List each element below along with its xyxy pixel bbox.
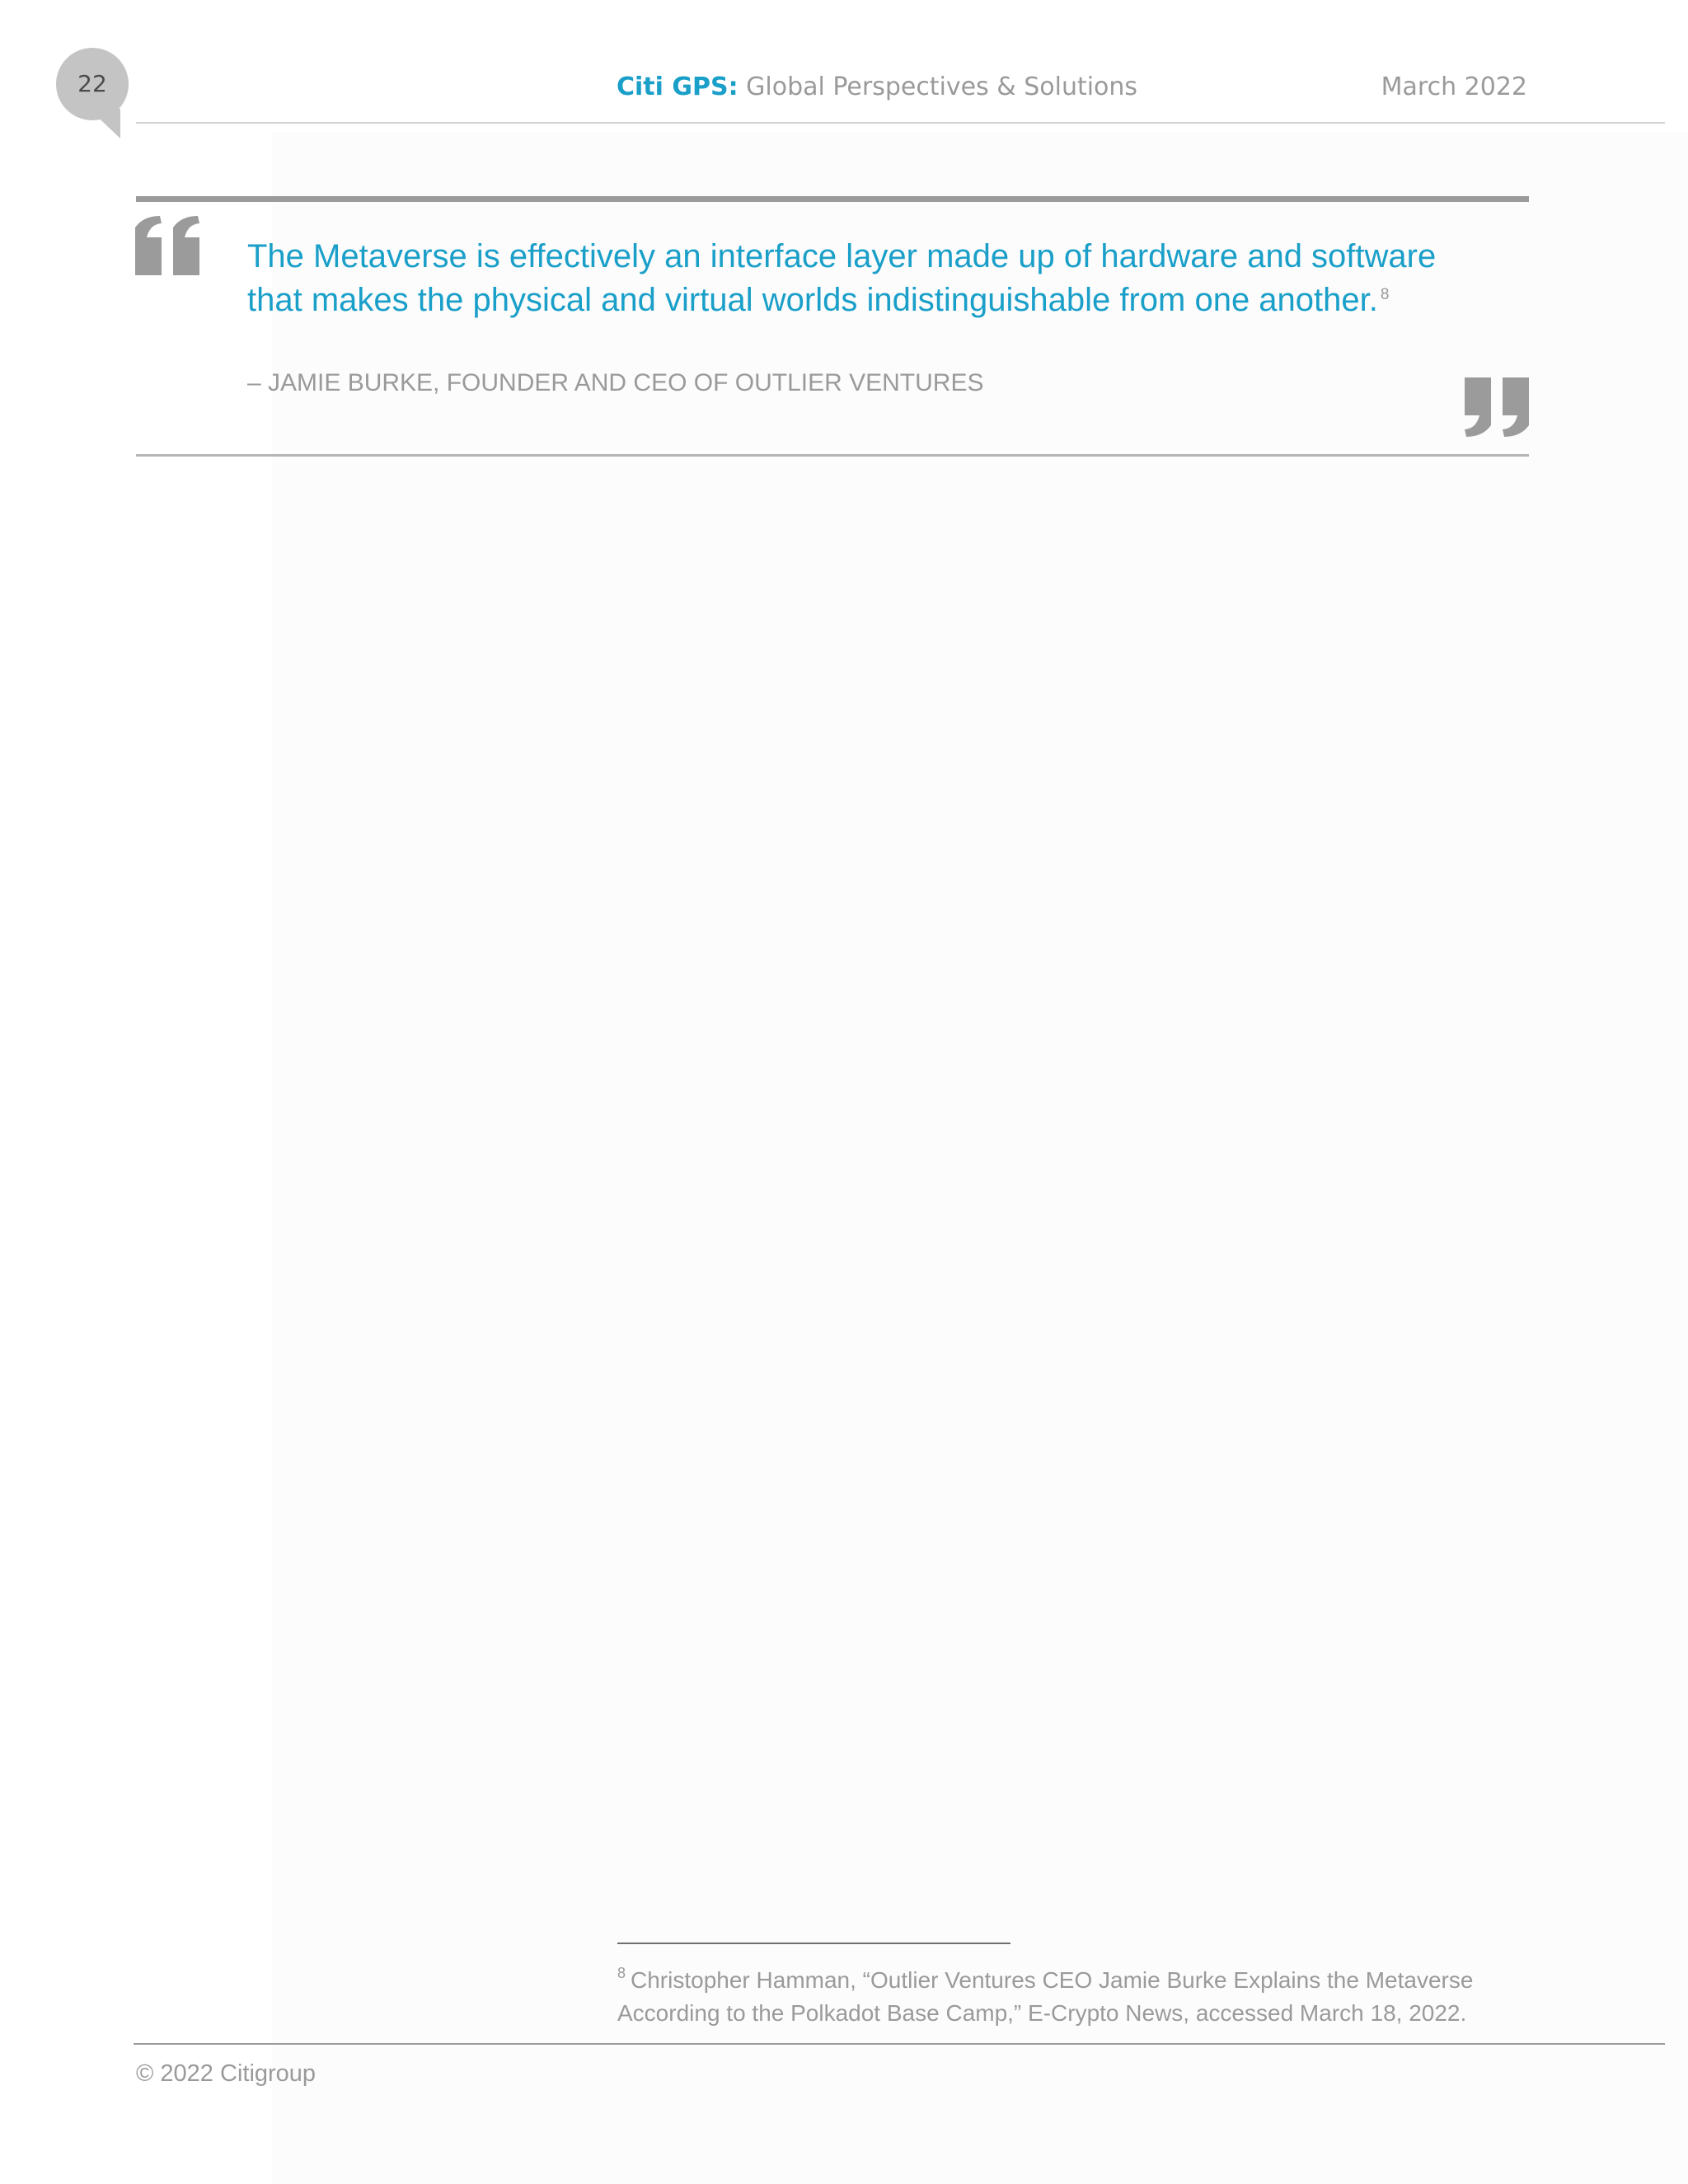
quote-footnote-reference[interactable]: 8 xyxy=(1380,285,1390,303)
header-brand: Citi GPS: xyxy=(617,73,738,101)
footnote-text: Christopher Hamman, “Outlier Ventures CEO Jamie Burke Explains the Metaverse According to the Polkadot Base Camp,” E-Crypto News, accessed March 18, 2022. xyxy=(617,1967,1474,2026)
quote-bottom-divider xyxy=(136,454,1529,457)
footnote-number: 8 xyxy=(617,1965,626,1981)
close-quote-icon xyxy=(1461,373,1532,437)
footer-divider xyxy=(134,2043,1665,2045)
quote-body: The Metaverse is effectively an interface layer made up of hardware and software that makes the physical and virtual worlds indistinguishable from one another. xyxy=(247,238,1437,318)
footer-copyright: © 2022 Citigroup xyxy=(136,2060,316,2087)
quote-top-divider xyxy=(136,196,1529,202)
header-subtitle: Global Perspectives & Solutions xyxy=(746,73,1138,101)
page-number: 22 xyxy=(77,69,107,97)
page-number-badge-tail xyxy=(89,109,120,138)
page-background xyxy=(272,132,1688,2184)
quote-text xyxy=(247,238,1451,319)
quote-attribution: – JAMIE BURKE, FOUNDER AND CEO OF OUTLIER VENTURES xyxy=(247,369,984,396)
open-quote-icon xyxy=(132,216,203,280)
header-title xyxy=(617,73,1137,101)
footnote xyxy=(617,1957,1549,2030)
footnote-divider xyxy=(617,1943,1010,1944)
header-date: March 2022 xyxy=(1381,73,1527,101)
header-divider xyxy=(136,122,1665,124)
